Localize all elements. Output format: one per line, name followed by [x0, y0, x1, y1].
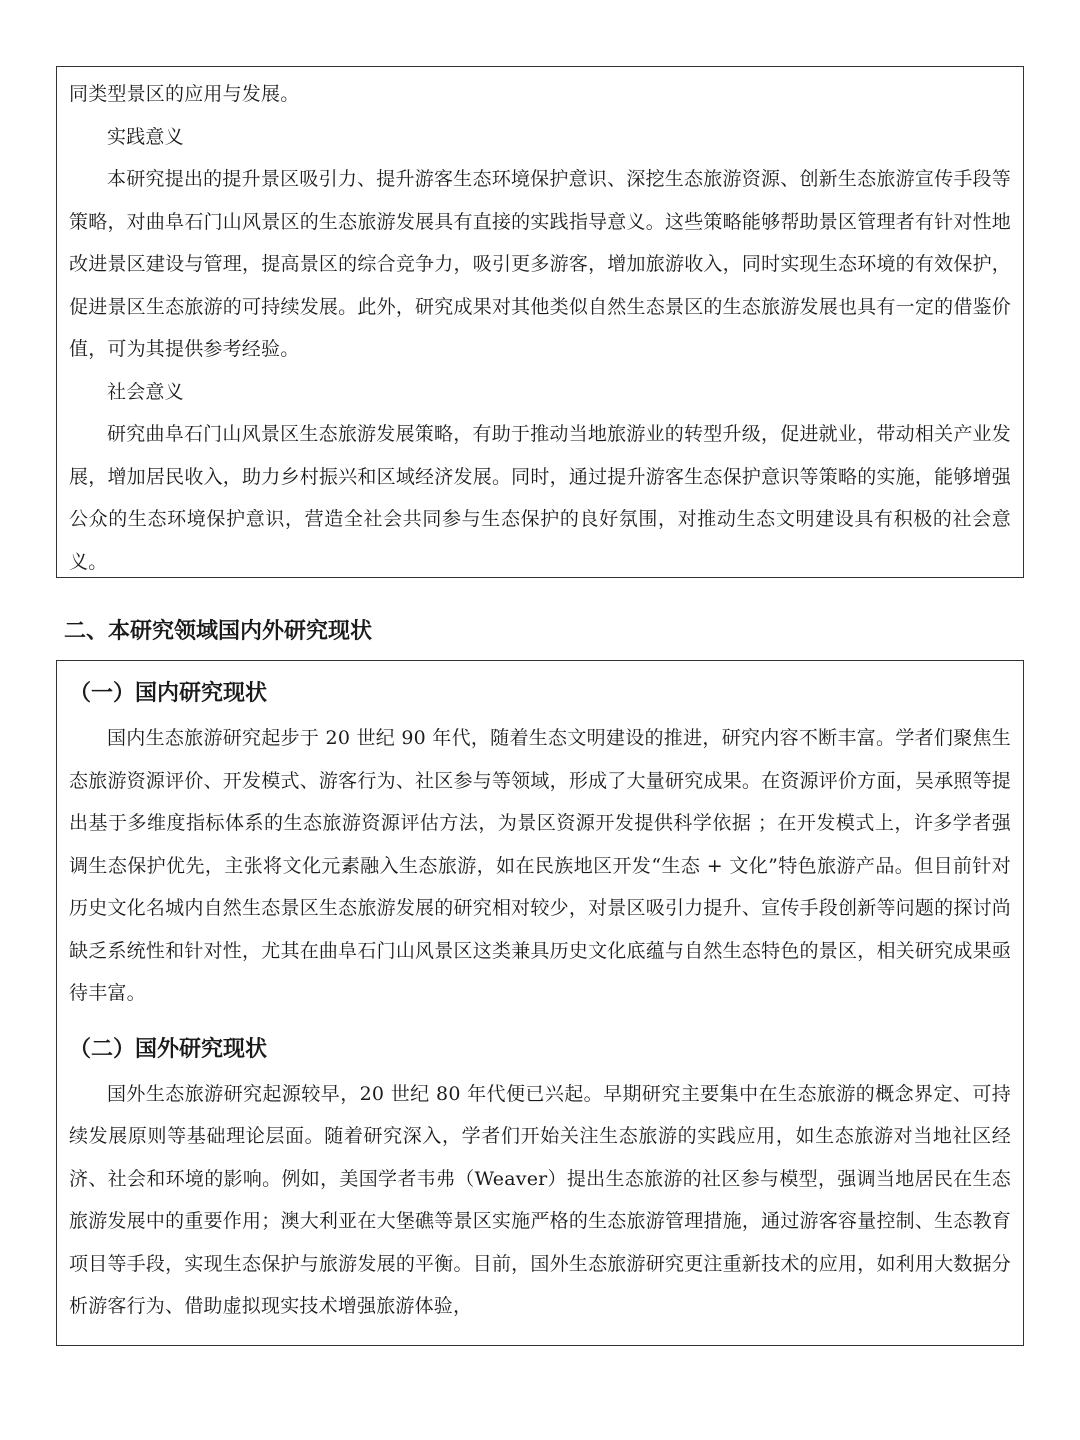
social-significance-paragraph: 研究曲阜石门山风景区生态旅游发展策略，有助于推动当地旅游业的转型升级，促进就业，带动相关产业发展，增加居民收入，助力乡村振兴和区域经济发展。同时，通过提升游客生态保护意识等策略的实施，能够增强公众的生态环境保护意识，营造全社会共同参与生态保护的良好氛围，对推动生态文明建设具有积极的社会意义。: [69, 423, 1011, 573]
practical-significance-label: 实践意义: [107, 125, 184, 148]
domestic-research-heading: （一）国内研究现状: [69, 681, 268, 706]
foreign-research-heading: （二）国外研究现状: [69, 1036, 268, 1062]
foreign-research-paragraph: 国外生态旅游研究起源较早，20 世纪 80 年代便已兴起。早期研究主要集中在生态旅游的概念界定、可持续发展原则等基础理论层面。随着研究深入，学者们开始关注生态旅游的实践应用，如生态旅游对当地社区经济、社会和环境的影响。例如，美国学者韦弗（Weaver）提出生态旅游的社区参与模型，强调当地居民在生态旅游发展中的重要作用；澳大利亚在大堡礁等景区实施严格的生态旅游管理措施，通过游客容量控制、生态教育项目等手段，实现生态保护与旅游发展的平衡。目前，国外生态旅游研究更注重新技术的应用，如利用大数据分析游客行为、借助虚拟现实技术增强旅游体验，: [69, 1082, 1011, 1317]
practical-significance-paragraph: 本研究提出的提升景区吸引力、提升游客生态环境保护意识、深挖生态旅游资源、创新生态旅游宣传手段等策略，对曲阜石门山风景区的生态旅游发展具有直接的实践指导意义。这些策略能够帮助景区管理者有针对性地改进景区建设与管理，提高景区的综合竞争力，吸引更多游客，增加旅游收入，同时实现生态环境的有效保护，促进景区生态旅游的可持续发展。此外，研究成果对其他类似自然生态景区的生态旅游发展也具有一定的借鉴价值，可为其提供参考经验。: [69, 168, 1011, 360]
research-significance-box: [56, 66, 1024, 578]
social-significance-label: 社会意义: [107, 380, 184, 403]
research-status-box: [56, 660, 1024, 1346]
section-heading: 二、本研究领域国内外研究现状: [64, 619, 373, 644]
domestic-research-paragraph: 国内生态旅游研究起步于 20 世纪 90 年代，随着生态文明建设的推进，研究内容不断丰富。学者们聚焦生态旅游资源评价、开发模式、游客行为、社区参与等领域，形成了大量研究成果。在资源评价方面，吴承照等提出基于多维度指标体系的生态旅游资源评估方法，为景区资源开发提供科学依据 ；在开发模式上，许多学者强调生态保护优先，主张将文化元素融入生态旅游，如在民族地区开发“生态 + 文化”特色旅游产品。但目前针对历史文化名城内自然生态景区生态旅游发展的研究相对较少，对景区吸引力提升、宣传手段创新等问题的探讨尚缺乏系统性和针对性，尤其在曲阜石门山风景区这类兼具历史文化底蕴与自然生态特色的景区，相关研究成果亟待丰富。: [69, 727, 1011, 1004]
intro-tail-paragraph: 同类型景区的应用与发展。: [69, 83, 300, 105]
